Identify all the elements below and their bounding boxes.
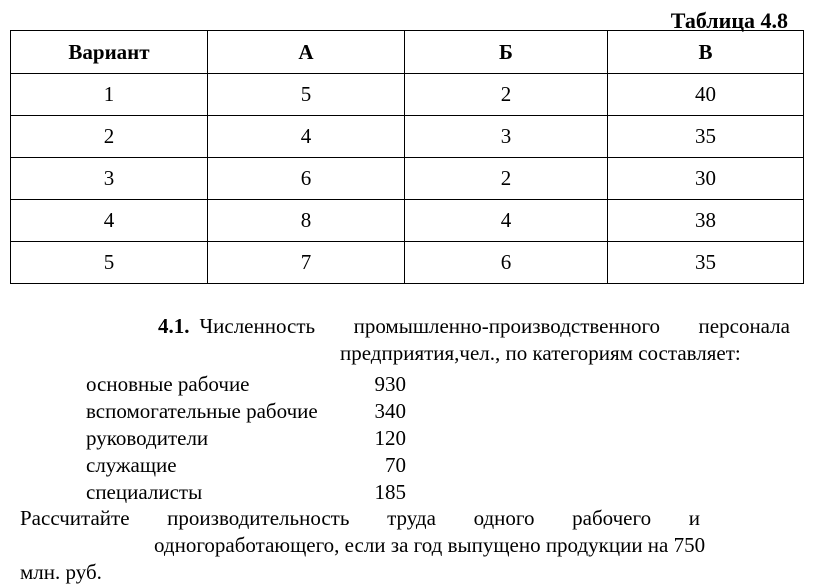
table-cell: 5 [11,242,208,284]
variants-table [10,30,804,284]
header-variant: Вариант [11,31,208,74]
table-cell: 1 [11,74,208,116]
task-text-line1: Рассчитайте производительность труда одного рабочего и [20,506,700,530]
table-cell: 40 [608,74,804,116]
header-b: Б [405,31,608,74]
table-cell: 5 [208,74,405,116]
problem-number: 4.1. [158,314,190,338]
category-label: основные рабочие [86,372,250,396]
problem-intro-text: Численность промышленно-производственного персонала [199,314,790,338]
table-cell: 3 [11,158,208,200]
category-value: 340 [374,399,406,423]
table-row [11,200,804,242]
header-v: В [608,31,804,74]
category-label: специалисты [86,480,203,504]
category-label: служащие [86,453,177,477]
table-row [11,116,804,158]
table-row [11,242,804,284]
table-row [11,158,804,200]
table-caption: Таблица 4.8 [670,8,788,33]
category-label: вспомогательные рабочие [86,399,318,423]
problem-intro-line1 [158,312,790,340]
category-label: руководители [86,426,209,450]
table-cell: 30 [608,158,804,200]
header-a: А [208,31,405,74]
table-cell: 35 [608,116,804,158]
table-cell: 7 [208,242,405,284]
problem-intro-line2: предприятия,чел., по категориям составляет: [340,341,741,365]
table-cell: 35 [608,242,804,284]
category-value: 185 [374,480,406,504]
task-text-line3: млн. руб. [20,560,102,584]
table-cell: 4 [405,200,608,242]
table-cell: 3 [405,116,608,158]
table-cell: 4 [208,116,405,158]
table-cell: 4 [11,200,208,242]
table-cell: 38 [608,200,804,242]
table-cell: 6 [405,242,608,284]
category-value: 70 [385,453,406,477]
category-value: 120 [374,426,406,450]
table-cell: 2 [405,158,608,200]
table-cell: 6 [208,158,405,200]
table-row [11,74,804,116]
table-cell: 8 [208,200,405,242]
table-header-row [11,31,804,74]
category-value: 930 [374,372,406,396]
table-cell: 2 [11,116,208,158]
table-cell: 2 [405,74,608,116]
task-text-line2: одногоработающего, если за год выпущено продукции на 750 [154,533,706,557]
